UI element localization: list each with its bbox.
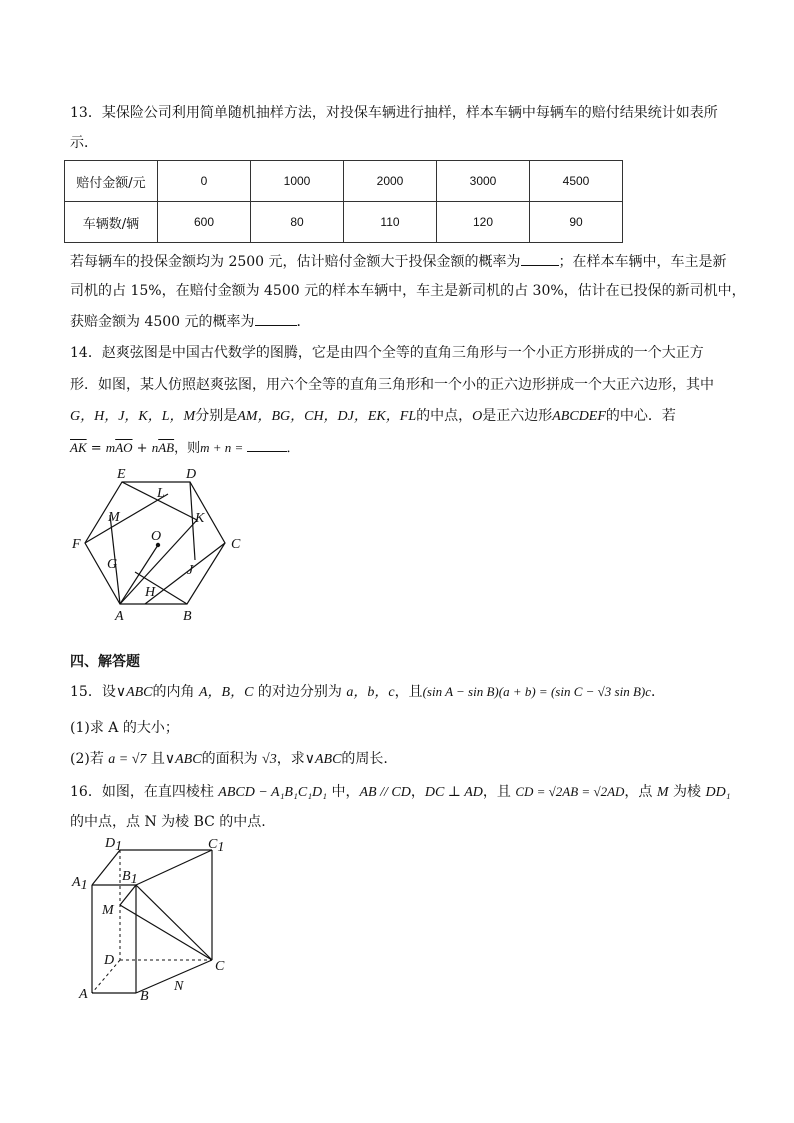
label-C: C bbox=[215, 959, 225, 974]
coef-n: n bbox=[151, 440, 159, 455]
edge-D1A1 bbox=[92, 850, 120, 885]
table-cell: 1000 bbox=[251, 161, 344, 202]
q14-points: G，H，J，K，L，M bbox=[70, 409, 196, 424]
answer-blank-2[interactable] bbox=[255, 311, 297, 326]
vector-AK: $\overline{AK}$ bbox=[70, 440, 87, 455]
q16-equation: CD = √2AB = √2AD bbox=[515, 784, 625, 799]
q15-text: ，求 bbox=[276, 751, 305, 767]
label-A: A bbox=[115, 609, 124, 624]
q14-hexagon: ABCDEF bbox=[552, 409, 606, 424]
table-header-vehicles: 车辆数/辆 bbox=[65, 202, 158, 243]
segment-B1C bbox=[136, 885, 212, 960]
q16-text: ， bbox=[410, 784, 425, 800]
label-M: M bbox=[108, 510, 120, 525]
q15-sides: a，b，c bbox=[346, 685, 395, 700]
prism-figure bbox=[60, 830, 240, 1010]
label-D: D bbox=[186, 467, 197, 482]
label-H: H bbox=[145, 585, 156, 600]
label-B: B bbox=[183, 609, 192, 624]
q14-text: 的中心．若 bbox=[605, 408, 676, 424]
section-title: 四、解答题 bbox=[70, 654, 140, 670]
q13-line4: 司机的占 15%，在赔付金额为 4500 元的样本车辆中，车主是新司机的占 30%，估计在已投保的新司机中， bbox=[70, 283, 746, 299]
q15-text: ，且 bbox=[394, 684, 423, 700]
table-cell: 80 bbox=[251, 202, 344, 243]
q13-line3 bbox=[70, 251, 730, 272]
table-header-payout: 赔付金额/元 bbox=[65, 161, 158, 202]
q16-text: ，且 bbox=[482, 784, 516, 800]
label-B1: B1 bbox=[122, 869, 138, 887]
table-cell: 110 bbox=[344, 202, 437, 243]
q15-text: 的周长. bbox=[341, 751, 388, 767]
vector-AO: $\overline{AO}$ bbox=[115, 440, 133, 455]
q13-line1: 13．某保险公司利用简单随机抽样方法，对投保车辆进行抽样，样本车辆中每辆车的赔付结果统计如表所 bbox=[70, 105, 718, 121]
q15-triangle: ∨ABC bbox=[115, 685, 153, 700]
table-cell: 120 bbox=[437, 202, 530, 243]
answer-blank-3[interactable] bbox=[247, 437, 287, 452]
segment-MC bbox=[120, 905, 212, 960]
q14-then: ，则 bbox=[174, 441, 201, 456]
q14-end: ． bbox=[286, 441, 300, 456]
segment-BG bbox=[135, 572, 187, 604]
q15-text: 且 bbox=[146, 751, 165, 767]
eq-sign: = bbox=[86, 441, 106, 456]
answer-blank-1[interactable] bbox=[521, 251, 559, 266]
label-A1: A1 bbox=[72, 875, 88, 893]
label-K: K bbox=[195, 511, 205, 526]
q14-line3 bbox=[70, 406, 730, 427]
q14-text: 是正六边形 bbox=[482, 408, 553, 424]
table-cell: 90 bbox=[530, 202, 623, 243]
q16-text: 16．如图，在直四棱柱 bbox=[70, 784, 219, 800]
q13-line3-text-b: ；在样本车辆中，车主是新 bbox=[558, 254, 727, 270]
q13-line5-end: ． bbox=[296, 314, 311, 330]
label-D: D bbox=[104, 953, 115, 968]
q15-area: √3 bbox=[262, 752, 277, 767]
q15-part1: (1)求 A 的大小； bbox=[70, 720, 179, 736]
label-C: C bbox=[231, 537, 241, 552]
q15-triangle: ∨ABC bbox=[164, 752, 202, 767]
q16-text: ，点 bbox=[624, 784, 657, 800]
q15-a-value: a = √7 bbox=[108, 752, 147, 767]
q15-angles: A，B，C bbox=[198, 685, 254, 700]
q14-line2: 形．如图，某人仿照赵爽弦图，用六个全等的直角三角形和一个小的正六边形拼成一个大正六边形，其中 bbox=[70, 377, 714, 393]
table-cell: 3000 bbox=[437, 161, 530, 202]
label-M: M bbox=[102, 903, 114, 918]
q16-edge: DD₁ bbox=[705, 785, 731, 800]
q14-text: 的中点， bbox=[416, 408, 473, 424]
q15-line1 bbox=[70, 682, 730, 703]
table-cell: 0 bbox=[158, 161, 251, 202]
label-N: N bbox=[174, 979, 184, 994]
q14-center: O bbox=[472, 409, 483, 424]
label-B: B bbox=[140, 989, 149, 1004]
q16-line2: 的中点，点 N 为棱 BC 的中点. bbox=[70, 814, 266, 830]
q15-text: ． bbox=[651, 684, 665, 700]
q15-part2 bbox=[70, 749, 730, 770]
q16-line1 bbox=[70, 782, 730, 803]
label-J: J bbox=[187, 563, 194, 578]
q13-line3-text: 若每辆车的投保金额均为 2500 元，估计赔付金额大于投保金额的概率为 bbox=[70, 254, 521, 270]
q15-triangle: ∨ABC bbox=[304, 752, 342, 767]
q15-text: 15．设 bbox=[70, 684, 116, 700]
label-D1: D1 bbox=[105, 836, 123, 854]
segment-MB1 bbox=[120, 885, 136, 905]
table-cell: 4500 bbox=[530, 161, 623, 202]
q15-text: 的对边分别为 bbox=[253, 684, 347, 700]
vector-AB: $\overline{AB}$ bbox=[158, 440, 175, 455]
label-C1: C1 bbox=[208, 837, 225, 855]
q13-line2: 示． bbox=[70, 135, 98, 151]
plus-sign: + bbox=[132, 441, 152, 456]
q15-text: 的内角 bbox=[152, 684, 199, 700]
table-cell: 2000 bbox=[344, 161, 437, 202]
q13-line5-text: 获赔金额为 4500 元的概率为 bbox=[70, 314, 255, 330]
coef-m: m bbox=[105, 440, 116, 455]
q14-equation bbox=[70, 437, 730, 459]
label-A: A bbox=[79, 987, 88, 1002]
q14-text: 分别是 bbox=[195, 408, 238, 424]
table-row bbox=[65, 161, 623, 202]
table-row bbox=[65, 202, 623, 243]
payout-table bbox=[64, 160, 623, 243]
q15-equation: (sin A − sin B)(a + b) = (sin C − √3 sin B)c bbox=[422, 684, 651, 699]
q16-prism: ABCD − A₁B₁C₁D₁ bbox=[218, 785, 328, 800]
label-F: F bbox=[72, 537, 81, 552]
q16-parallel: AB // CD bbox=[359, 785, 411, 800]
edge-B1C1 bbox=[136, 850, 212, 885]
label-O: O bbox=[151, 529, 162, 544]
q15-text: 的面积为 bbox=[201, 751, 263, 767]
q16-perp: DC ⊥ AD bbox=[424, 785, 483, 800]
q13-line5 bbox=[70, 311, 730, 332]
label-G: G bbox=[107, 557, 118, 572]
q14-sum: m + n = bbox=[200, 440, 247, 455]
q16-point-M: M bbox=[656, 785, 669, 800]
q16-text: 为棱 bbox=[668, 784, 706, 800]
q15-text: (2)若 bbox=[70, 751, 109, 767]
label-L: L bbox=[157, 486, 165, 501]
q16-text: 中， bbox=[327, 784, 360, 800]
segment-CH bbox=[145, 543, 225, 604]
q14-line1: 14．赵爽弦图是中国古代数学的图腾，它是由四个全等的直角三角形与一个小正方形拼成的一个大正方 bbox=[70, 345, 704, 361]
hexagon-figure bbox=[60, 462, 260, 628]
q14-segments: AM，BG，CH，DJ，EK，FL bbox=[237, 409, 417, 424]
label-E: E bbox=[117, 467, 126, 482]
table-cell: 600 bbox=[158, 202, 251, 243]
